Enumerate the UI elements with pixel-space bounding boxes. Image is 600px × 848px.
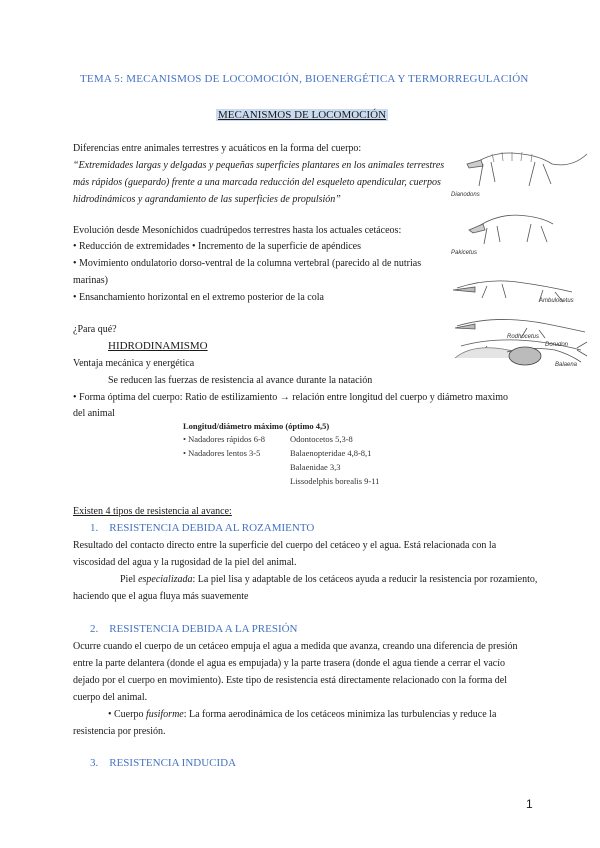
hydro-line-4: del animal xyxy=(73,408,115,419)
evolution-bullet-2: • Movimiento ondulatorio dorso-ventral de la columna vertebral (parecido al de nutrias xyxy=(73,258,422,269)
evolution-bullet-3: • Ensanchamiento horizontal en el extremo posterior de la cola xyxy=(73,292,324,303)
ratio-table-right-2: Balaenopteridae 4,8-8,1 xyxy=(290,448,372,458)
r3-heading-text: RESISTENCIA INDUCIDA xyxy=(109,757,237,769)
r2-p5-italic: fusiforme xyxy=(145,709,184,720)
r3-heading xyxy=(90,756,236,770)
r2-p5-a: • Cuerpo xyxy=(108,709,146,720)
r2-heading xyxy=(90,622,298,636)
section-heading-text: MECANISMOS DE LOCOMOCIÓN xyxy=(218,109,387,121)
figure-label-diacodon: Dianodons xyxy=(451,192,480,198)
r1-paragraph-3 xyxy=(120,573,537,586)
r1-heading-text: RESISTENCIA DEBIDA AL ROZAMIENTO xyxy=(109,522,315,534)
section-heading xyxy=(216,108,388,122)
figure-label-balaena: Balaena xyxy=(555,362,578,368)
figure-label-dorudon: Dorudon xyxy=(545,342,569,348)
r2-paragraph-2: entre la parte delantera (donde el agua es empujada) y la parte trasera (donde el agua tiende a cerrar el vacío xyxy=(73,658,505,669)
r2-paragraph-3: dejado por el cuerpo en movimiento). Este tipo de resistencia está directamente relacionado con la forma del xyxy=(73,675,507,686)
r1-p3-a: Piel xyxy=(120,574,139,585)
ratio-table-right-4: Lissodelphis borealis 9-11 xyxy=(290,476,380,486)
ratio-table-left-1: • Nadadores rápidos 6-8 xyxy=(183,434,266,444)
intro-quote-1: “Extremidades largas y delgadas y pequeñas superficies plantares en los animales terrestres xyxy=(73,160,445,171)
r2-paragraph-5 xyxy=(108,708,496,721)
document-title: TEMA 5: MECANISMOS DE LOCOMOCIÓN, BIOENERGÉTICA Y TERMORREGULACIÓN xyxy=(80,73,529,85)
figure-label-pakicetus: Pakicetus xyxy=(451,250,478,256)
evolution-bullet-1: • Reducción de extremidades • Incremento de la superficie de apéndices xyxy=(73,241,361,252)
evolution-lead: Evolución desde Mesoníchidos cuadrúpedos terrestres hasta los actuales cetáceos: xyxy=(73,225,402,236)
ratio-table-right-3: Balaenidae 3,3 xyxy=(290,462,341,472)
r2-paragraph-6: resistencia por presión. xyxy=(73,726,166,737)
r3-number: 3. xyxy=(90,757,99,769)
hydro-heading: HIDRODINAMISMO xyxy=(108,340,208,352)
r1-paragraph-2: viscosidad del agua y la rugosidad de la piel del animal. xyxy=(73,557,297,568)
r2-number: 2. xyxy=(90,623,99,635)
resistance-intro: Existen 4 tipos de resistencia al avance: xyxy=(73,506,232,517)
r1-paragraph-4: haciendo que el agua fluya más suavemente xyxy=(73,591,249,602)
why-question: ¿Para qué? xyxy=(73,324,117,335)
intro-quote-3: hidrodinámicos y agrandamiento de las superficies de propulsión” xyxy=(73,194,341,205)
intro-lead: Diferencias entre animales terrestres y acuáticos en la forma del cuerpo: xyxy=(73,143,362,154)
r2-heading-text: RESISTENCIA DEBIDA A LA PRESIÓN xyxy=(109,623,298,635)
r1-heading xyxy=(90,521,314,535)
r2-paragraph-1: Ocurre cuando el cuerpo de un cetáceo empuja el agua a medida que avanza, creando una diferencia de presión xyxy=(73,641,518,652)
ratio-table-header: Longitud/diámetro máximo (óptimo 4,5) xyxy=(183,421,330,431)
ratio-table-left-2: • Nadadores lentos 3-5 xyxy=(183,448,261,458)
r1-paragraph-1: Resultado del contacto directo entre la superficie del cuerpo del cetáceo y el agua. Está relacionada con la xyxy=(73,540,497,551)
intro-quote-2: más rápidos (guepardo) frente a una marcada reducción del esqueleto apendicular, cuerpos xyxy=(73,177,441,188)
hydro-line-1: Ventaja mecánica y energética xyxy=(73,358,195,369)
r2-paragraph-4: cuerpo del animal. xyxy=(73,692,148,703)
r1-p3-b: : La piel lisa y adaptable de los cetáceos ayuda a reducir la resistencia por rozamiento, xyxy=(192,574,538,585)
figure-label-ambulocetus: Ambulocetus xyxy=(539,298,574,304)
hydro-line-2: Se reducen las fuerzas de resistencia al avance durante la natación xyxy=(108,375,373,386)
r1-number: 1. xyxy=(90,522,99,534)
figure-label-rodhocetus: Rodhocetus xyxy=(507,334,540,340)
skeleton-evolution-figure xyxy=(447,140,592,370)
evolution-bullet-2-cont: marinas) xyxy=(73,275,108,286)
r1-p3-italic: especializada xyxy=(138,574,193,585)
r2-p5-b: : La forma aerodinámica de los cetáceos minimiza las turbulencias y reduce la xyxy=(183,709,497,720)
hydro-line-3: • Forma óptima del cuerpo: Ratio de estilizamiento → relación entre longitud del cuerpo y diámetro maximo xyxy=(73,392,509,403)
ratio-table-right-1: Odontocetos 5,3-8 xyxy=(290,434,353,444)
page-number: 1 xyxy=(526,797,533,811)
skeleton-evolution-icon xyxy=(447,140,592,370)
